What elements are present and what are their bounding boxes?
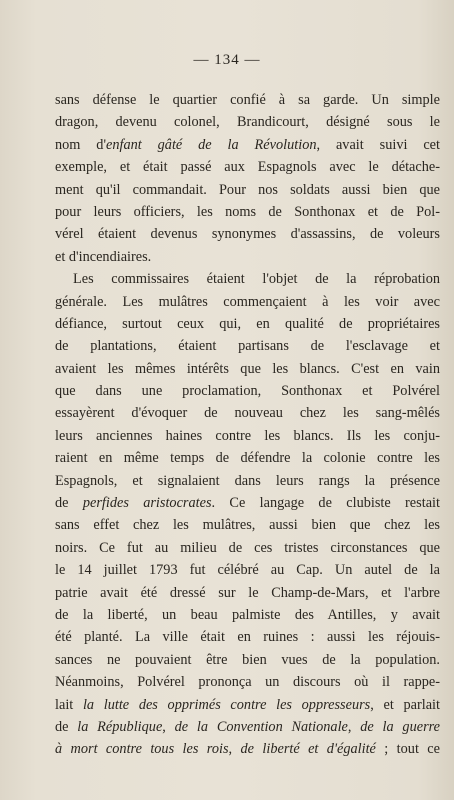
text-line: [55, 559, 440, 581]
text-line: [55, 268, 440, 290]
text-segment: le 14 juillet 1793 fut célébré au Cap. Un autel de la: [55, 562, 440, 579]
text-line: [55, 514, 440, 536]
text-segment: avaient les mêmes intérêts que les blancs. C'est en vain: [55, 360, 440, 377]
text-segment: sans effet chez les mulâtres, aussi bien que chez les: [55, 517, 440, 534]
text-segment: , avait suivi cet: [316, 136, 440, 153]
text-line: [55, 313, 440, 335]
text-segment: sances ne pouvaient être bien vues de la population.: [55, 651, 440, 668]
text-segment: Les commissaires étaient l'objet de la réprobation: [73, 271, 440, 288]
text-segment: ment qu'il commandait. Pour nos soldats aussi bien que: [55, 181, 440, 198]
text-segment: ,: [228, 741, 241, 758]
text-line: [55, 358, 440, 380]
text-line: [55, 402, 440, 424]
text-segment: défiance, surtout ceux qui, en qualité de propriétaires: [55, 315, 440, 332]
text-segment: et d'incendiaires.: [55, 248, 152, 265]
text-line: [55, 716, 440, 738]
text-segment: pour leurs officiers, les noms de Sonthonax et de Pol-: [55, 203, 440, 220]
text-line: [55, 604, 440, 626]
text-segment: ,: [347, 718, 361, 735]
text-line: [55, 134, 440, 156]
text-segment: générale. Les mulâtres commençaient à les voir avec: [55, 293, 440, 310]
text-segment: Espagnols, et signalaient dans leurs rangs la présence: [55, 472, 440, 489]
text-line: [55, 649, 440, 671]
text-segment: raient en même temps de défendre la colonie contre les: [55, 450, 440, 467]
italic-text: enfant gâté de la Révolution: [106, 136, 317, 153]
text-segment: ,: [162, 718, 175, 735]
text-line: [55, 246, 440, 268]
text-segment: vérel étaient devenus synonymes d'assassins, de voleurs: [55, 226, 440, 243]
italic-text: à mort contre tous les rois: [55, 741, 229, 758]
text-segment: sans défense le quartier confié à sa garde. Un simple: [55, 92, 440, 108]
text-line: [55, 89, 440, 111]
text-segment: patrie avait été dressé sur le Champ-de-Mars, et l'arbre: [55, 584, 440, 601]
italic-text: de la Convention Nationale: [174, 718, 348, 735]
text-line: [55, 537, 440, 559]
text-line: [55, 291, 440, 313]
text-line: [55, 738, 440, 760]
text-line: [55, 671, 440, 693]
italic-text: de la guerre: [360, 718, 441, 735]
text-line: [55, 492, 440, 514]
italic-text: la République: [77, 718, 163, 735]
text-line: [55, 156, 440, 178]
text-segment: de: [55, 718, 78, 735]
text-segment: leurs anciennes haines contre les blancs. Ils les conju-: [55, 427, 440, 444]
text-segment: exemple, et était passé aux Espagnols avec le détache-: [55, 159, 440, 176]
italic-text: perfides aristocrates: [82, 495, 212, 512]
text-segment: ; tout ce: [375, 741, 440, 758]
italic-text: la lutte des opprimés contre les oppresseurs: [82, 696, 371, 713]
text-line: [55, 582, 440, 604]
text-segment: . Ce langage de clubiste restait: [211, 495, 440, 512]
body-text: [55, 89, 440, 761]
text-segment: lait: [55, 696, 83, 713]
text-line: [55, 335, 440, 357]
page-number: — 134 —: [193, 52, 261, 68]
text-segment: que dans une proclamation, Sonthonax et Polvérel: [55, 383, 440, 400]
text-segment: de la liberté, un beau palmiste des Antilles, y avait: [55, 606, 440, 623]
text-segment: dragon, devenu colonel, Brandicourt, désigné sous le: [55, 114, 440, 131]
text-line: [55, 447, 440, 469]
text-segment: essayèrent d'évoquer de nouveau chez les sang-mêlés: [55, 405, 440, 422]
text-line: [55, 626, 440, 648]
text-segment: nom d': [55, 136, 107, 153]
text-segment: de: [55, 495, 83, 512]
text-line: [55, 223, 440, 245]
text-segment: , et parlait: [370, 696, 440, 713]
text-line: [55, 694, 440, 716]
text-line: [55, 470, 440, 492]
text-line: [55, 201, 440, 223]
text-segment: de plantations, étaient partisans de l'esclavage et: [55, 338, 440, 355]
text-segment: été planté. La ville était en ruines : aussi les réjouis-: [55, 629, 440, 646]
text-line: [55, 179, 440, 201]
text-segment: noirs. Ce fut au milieu de ces tristes circonstances que: [55, 539, 440, 556]
italic-text: de liberté et d'égalité: [240, 741, 376, 758]
text-line: [55, 380, 440, 402]
text-segment: Néanmoins, Polvérel prononça un discours où il rappe-: [55, 674, 440, 691]
text-line: [55, 111, 440, 133]
text-line: [55, 425, 440, 447]
